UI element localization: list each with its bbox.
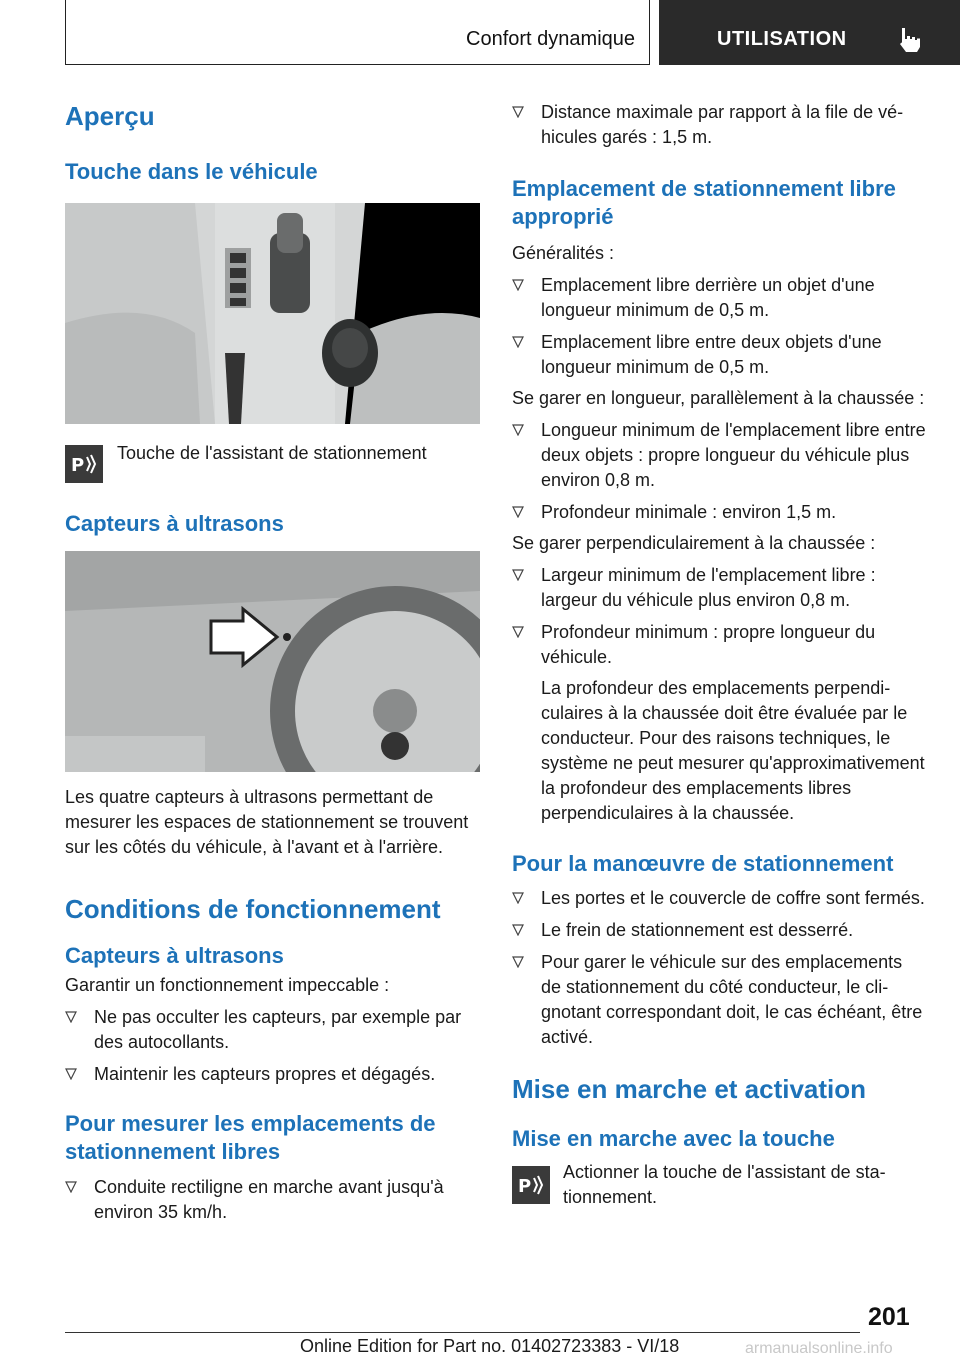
footer-edition: Online Edition for Part no. 01402723383 - VI/18 bbox=[300, 1336, 680, 1356]
list-item: Maintenir les capteurs propres et dégagés. bbox=[65, 1062, 480, 1087]
heading-touch: Touche dans le véhicule bbox=[65, 159, 318, 184]
button-instruction: Actionner la touche de l'assistant de stationnement. bbox=[563, 1162, 886, 1207]
bullet-triangle-icon bbox=[512, 569, 524, 581]
parking-assistant-button-icon bbox=[65, 445, 103, 483]
chapter-title: UTILISATION bbox=[717, 28, 847, 50]
heading-sensors: Capteurs à ultrasons bbox=[65, 511, 284, 536]
heading-measure: Pour mesurer les emplacements de stationnement libres bbox=[65, 1111, 436, 1164]
parking-assistant-button-icon bbox=[512, 1166, 550, 1204]
parallel-label: Se garer en longueur, parallèlement à la chaussée : bbox=[512, 388, 925, 408]
list-item: Conduite rectiligne en marche avant jusqu'à environ 35 km/h. bbox=[65, 1175, 480, 1225]
list-item: Distance maximale par rapport à la file de véhicules garés : 1,5 m. bbox=[512, 100, 927, 150]
list-item: Longueur minimum de l'emplacement libre entre deux objets : propre longueur du véhicule plus environ 0,8 m. bbox=[512, 418, 927, 493]
sensors-description: Les quatre capteurs à ultrasons permettant de mesurer les espaces de stationnement se trouvent sur les côtés du véhicule, à l'avant et à l'arrière. bbox=[65, 787, 469, 857]
bullet-triangle-icon bbox=[512, 892, 524, 904]
list-item: Largeur minimum de l'emplacement libre : largeur du véhicule plus environ 0,8 m. bbox=[512, 563, 927, 613]
list-item: Ne pas occulter les capteurs, par exemple par des autocollants. bbox=[65, 1005, 480, 1055]
list-item: Le frein de stationnement est desserré. bbox=[512, 918, 927, 943]
general-label: Généralités : bbox=[512, 243, 615, 263]
hand-pointer-icon bbox=[894, 24, 926, 56]
bullet-triangle-icon bbox=[512, 279, 524, 291]
bullet-triangle-icon bbox=[512, 424, 524, 436]
perp-note: La profondeur des emplacements perpendiculaires à la chaussée doit être évaluée par le conducteur. Pour des raisons techniques, le système ne peut mesurer qu'approximativement la profondeur des emplacements libres perpendiculaires à la chaussée. bbox=[541, 678, 925, 823]
bullet-triangle-icon bbox=[512, 924, 524, 936]
list-item: Pour garer le véhicule sur des emplacements de stationnement du côté conducteur, le clignotant correspondant doit, le cas échéant, être activé. bbox=[512, 950, 927, 1050]
bullet-triangle-icon bbox=[512, 956, 524, 968]
perp-label: Se garer perpendiculairement à la chaussée : bbox=[512, 533, 876, 553]
list-item: Profondeur minimale : environ 1,5 m. bbox=[512, 500, 927, 525]
bullet-triangle-icon bbox=[65, 1068, 77, 1080]
bullet-triangle-icon bbox=[512, 626, 524, 638]
section-title-apercu: Aperçu bbox=[65, 101, 155, 131]
list-item: Profondeur minimum : propre longueur du véhicule. bbox=[512, 620, 927, 670]
list-item: Les portes et le couvercle de coffre sont fermés. bbox=[512, 886, 927, 911]
svg-text:P: P bbox=[71, 455, 85, 476]
section-title-activation: Mise en marche et activation bbox=[512, 1074, 867, 1104]
left-column bbox=[65, 100, 480, 1225]
bullet-triangle-icon bbox=[512, 336, 524, 348]
section-title: Confort dynamique bbox=[466, 28, 635, 50]
page-number: 201 bbox=[868, 1303, 910, 1331]
watermark: armanualsonline.info bbox=[745, 1340, 893, 1357]
list-item: Emplacement libre entre deux objets d'une longueur minimum de 0,5 m. bbox=[512, 330, 927, 380]
heading-maneuver: Pour la manœuvre de stationnement bbox=[512, 851, 894, 876]
touch-caption: Touche de l'assistant de stationnement bbox=[117, 443, 427, 463]
bullet-triangle-icon bbox=[65, 1011, 77, 1023]
footer-rule bbox=[65, 1332, 860, 1333]
photo-console bbox=[65, 203, 480, 424]
heading-button: Mise en marche avec la touche bbox=[512, 1126, 835, 1151]
section-title-conditions: Conditions de fonctionnement bbox=[65, 894, 441, 924]
heading-space: Emplacement de stationnement libre approprié bbox=[512, 176, 896, 229]
header-section-box bbox=[65, 0, 650, 65]
svg-text:P: P bbox=[518, 1176, 532, 1197]
heading-cond-sensors: Capteurs à ultrasons bbox=[65, 943, 284, 968]
right-column bbox=[512, 100, 927, 1212]
bullet-triangle-icon bbox=[512, 506, 524, 518]
bullet-triangle-icon bbox=[512, 106, 524, 118]
photo-sensor-location bbox=[65, 551, 480, 772]
list-item: Emplacement libre derrière un objet d'une longueur minimum de 0,5 m. bbox=[512, 273, 927, 323]
cond-sensors-intro: Garantir un fonctionnement impeccable : bbox=[65, 975, 390, 995]
bullet-triangle-icon bbox=[65, 1181, 77, 1193]
header-chapter-box bbox=[659, 0, 960, 65]
